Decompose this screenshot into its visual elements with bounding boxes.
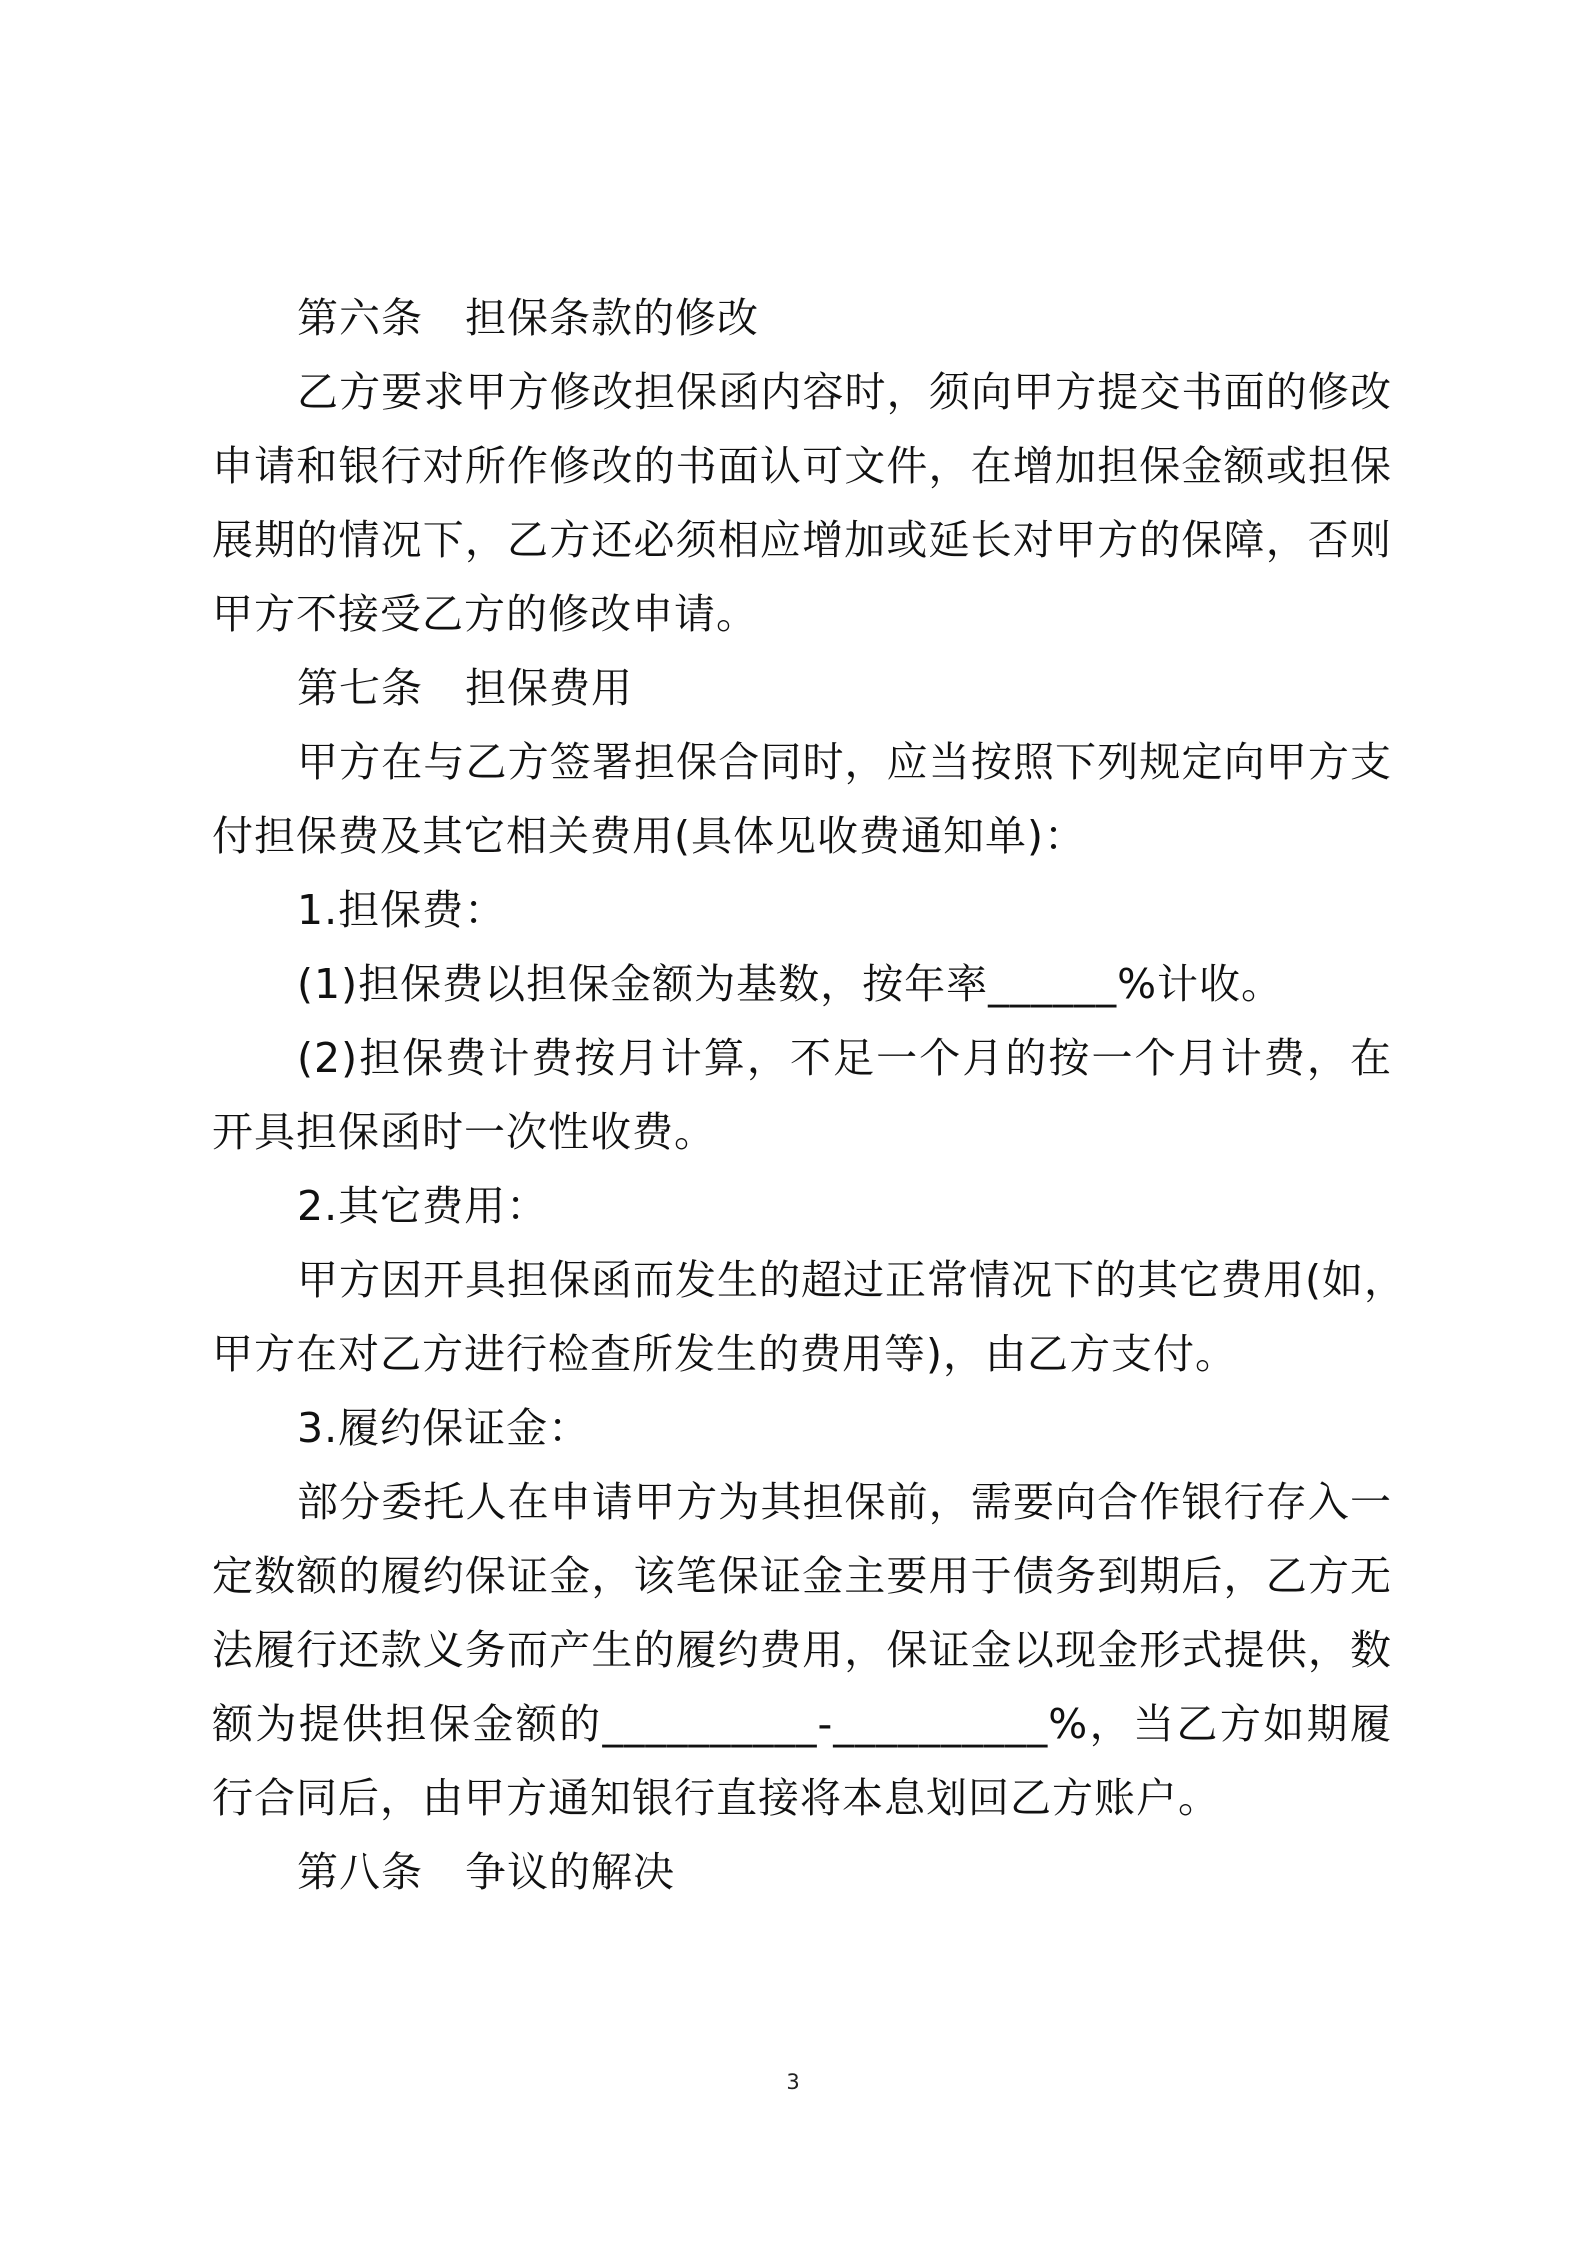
page-number: 3 [786, 2070, 800, 2094]
paragraph-line: 定数额的履约保证金，该笔保证金主要用于债务到期后，乙方无 [212, 1552, 1392, 1600]
paragraph-line: 行合同后，由甲方通知银行直接将本息划回乙方账户。 [212, 1774, 1220, 1822]
article-8-heading: 第八条 争议的解决 [297, 1848, 675, 1896]
paragraph-line: 额为提供担保金额的__________-__________%，当乙方如期履 [212, 1700, 1392, 1748]
paragraph-line: 甲方不接受乙方的修改申请。 [212, 590, 758, 638]
subheading-other-fees: 2.其它费用： [297, 1182, 549, 1230]
paragraph-line: 法履行还款义务而产生的履约费用，保证金以现金形式提供，数 [212, 1626, 1392, 1674]
paragraph-line: 甲方在与乙方签署担保合同时，应当按照下列规定向甲方支 [297, 738, 1392, 786]
subheading-performance-deposit: 3.履约保证金： [297, 1404, 591, 1452]
paragraph-line: 甲方因开具担保函而发生的超过正常情况下的其它费用(如， [297, 1256, 1406, 1304]
paragraph-line: 甲方在对乙方进行检查所发生的费用等)，由乙方支付。 [212, 1330, 1237, 1378]
paragraph-line: 开具担保函时一次性收费。 [212, 1108, 716, 1156]
article-6-heading: 第六条 担保条款的修改 [297, 294, 759, 342]
subheading-guarantee-fee: 1.担保费： [297, 886, 507, 934]
paragraph-line: (2)担保费计费按月计算，不足一个月的按一个月计费，在 [297, 1034, 1392, 1082]
paragraph-line: 乙方要求甲方修改担保函内容时，须向甲方提交书面的修改 [297, 368, 1392, 416]
paragraph-line: 展期的情况下，乙方还必须相应增加或延长对甲方的保障，否则 [212, 516, 1392, 564]
paragraph-line: 部分委托人在申请甲方为其担保前，需要向合作银行存入一 [297, 1478, 1392, 1526]
paragraph-line: 申请和银行对所作修改的书面认可文件，在增加担保金额或担保 [212, 442, 1392, 490]
paragraph-line: (1)担保费以担保金额为基数，按年率______%计收。 [297, 960, 1284, 1008]
article-7-heading: 第七条 担保费用 [297, 664, 633, 712]
paragraph-line: 付担保费及其它相关费用(具体见收费通知单)： [212, 812, 1086, 860]
